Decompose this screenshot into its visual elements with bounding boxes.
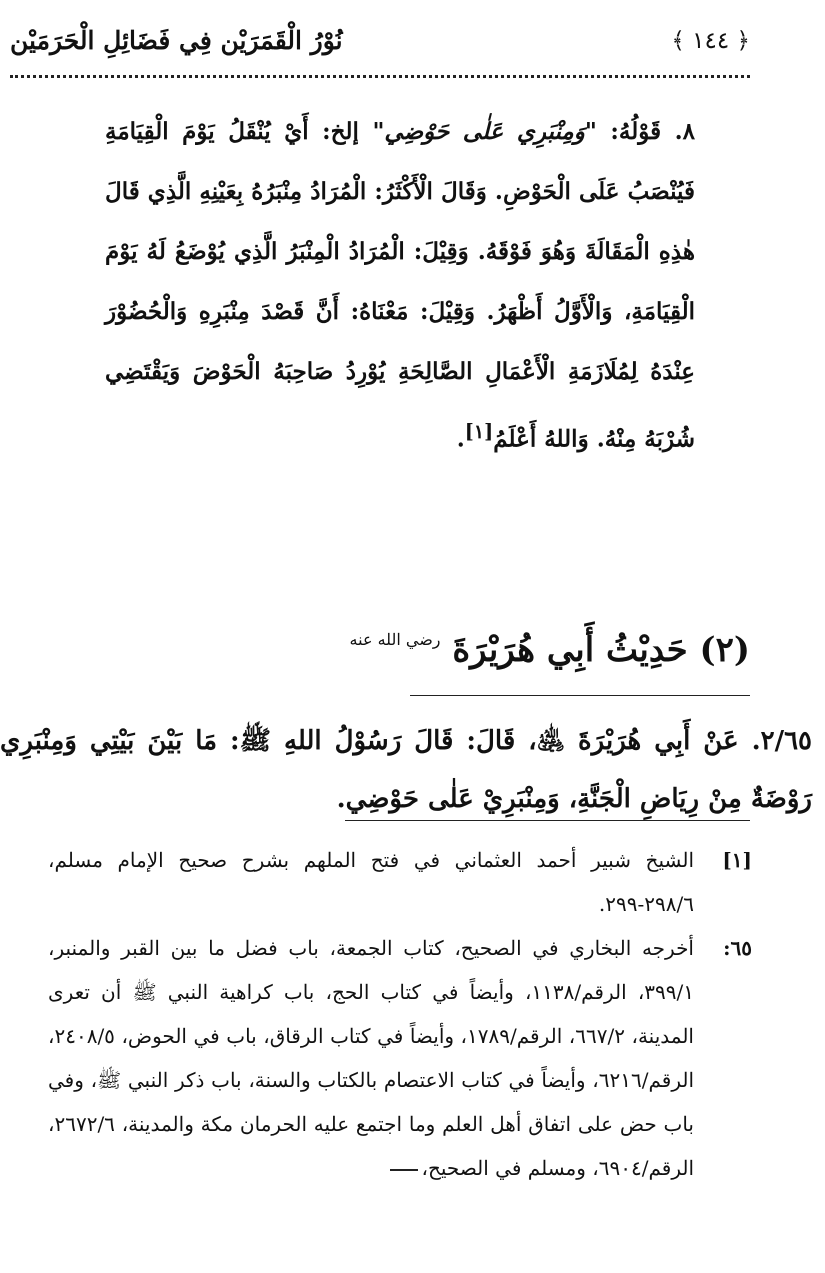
section-title: (٢) حَدِيْثُ أَبِي هُرَيْرَةَ [452, 630, 750, 670]
footnote-marker: ٦٥: [723, 936, 752, 960]
footnotes [48, 838, 752, 1190]
hadith-number: ٢/٦٥. [738, 726, 813, 756]
commentary-body: إلخ: أَيْ يُنْقَلُ يَوْمَ الْقِيَامَةِ فَيُنْصَبُ عَلَى الْحَوْضِ. وَقَالَ الْأَكْثَرُ: الْمُرَادُ مِنْبَرُهُ بِعَيْنِهِ الَّذِي قَالَ هٰذِهِ الْمَقَالَةَ وَهُوَ فَوْقَهُ. وَقِيْلَ: الْمُرَادُ الْمِنْبَرُ الَّذِي يُوْضَعُ لَهُ يَوْمَ الْقِيَامَةِ، وَالْأَوَّلُ أَظْهَرُ. وَقِيْلَ: مَعْنَاهُ: أَنَّ قَصْدَ مِنْبَرِهِ وَالْحُضُوْرَ عِنْدَهُ لِمُلَازَمَةِ الْأَعْمَالِ الصَّالِحَةِ يُوْرِدُ صَاحِبَهُ الْحَوْضَ وَيَقْتَضِي شُرْبَهُ مِنْهُ. وَاللهُ أَعْلَمُ [105, 118, 695, 453]
commentary-end: . [456, 425, 465, 453]
continuation-dash [390, 1169, 418, 1171]
commentary-lead: ٨. قَوْلُهُ: [596, 118, 696, 145]
header-divider [10, 75, 750, 78]
footnote-text: أخرجه البخاري في الصحيح، كتاب الجمعة، باب فضل ما بين القبر والمنبر، ٣٩٩/١، الرقم/١١٣٨، وأيضاً في كتاب الحج، باب كراهية النبي ﷺ أن تعرى المدينة، ٦٦٧/٢، الرقم/١٧٨٩، وأيضاً في كتاب الرقاق، باب في الحوض، ٢٤٠٨/٥، الرقم/٦٢١٦، وأيضاً في كتاب الاعتصام بالكتاب والسنة، باب ذكر النبي ﷺ، وفي باب حض على اتفاق أهل العلم وما اجتمع عليه الحرمان مكة والمدينة، ٢٦٧٢/٦، الرقم/٦٩٠٤، ومسلم في الصحيح، [48, 936, 694, 1180]
footnote-reference[interactable]: [١] [464, 420, 494, 443]
footnote-item [48, 838, 752, 926]
footnote-item [48, 926, 752, 1190]
page-number: ﴿ ١٤٤ ﴾ [671, 28, 750, 54]
commentary-paragraph [105, 102, 695, 470]
honorific-glyph: رضي الله عنه [349, 630, 441, 649]
footnote-text: الشيخ شبير أحمد العثماني في فتح الملهم بشرح صحيح الإمام مسلم، ٢٩٨/٦-٢٩٩. [48, 848, 694, 916]
running-header [10, 22, 750, 66]
section-heading [349, 630, 750, 670]
hadith-underline [345, 820, 750, 821]
hadith-body: عَنْ أَبِي هُرَيْرَةَ ﵁، قَالَ: قَالَ رَسُوْلُ اللهِ ﷺ: مَا بَيْنَ بَيْتِي وَمِنْبَرِي رَوْضَةٌ مِنْ رِيَاضِ الْجَنَّةِ، وَمِنْبَرِيْ عَلٰى حَوْضِي. [0, 726, 812, 814]
book-title: نُوْرُ الْقَمَرَيْن فِي فَضَائِلِ الْحَرَمَيْن [10, 26, 343, 55]
heading-underline [410, 695, 750, 696]
hadith-text [0, 712, 812, 828]
footnote-marker: [١] [722, 848, 752, 872]
commentary-quote: "وَمِنْبَرِي عَلٰى حَوْضِي" [372, 118, 597, 145]
